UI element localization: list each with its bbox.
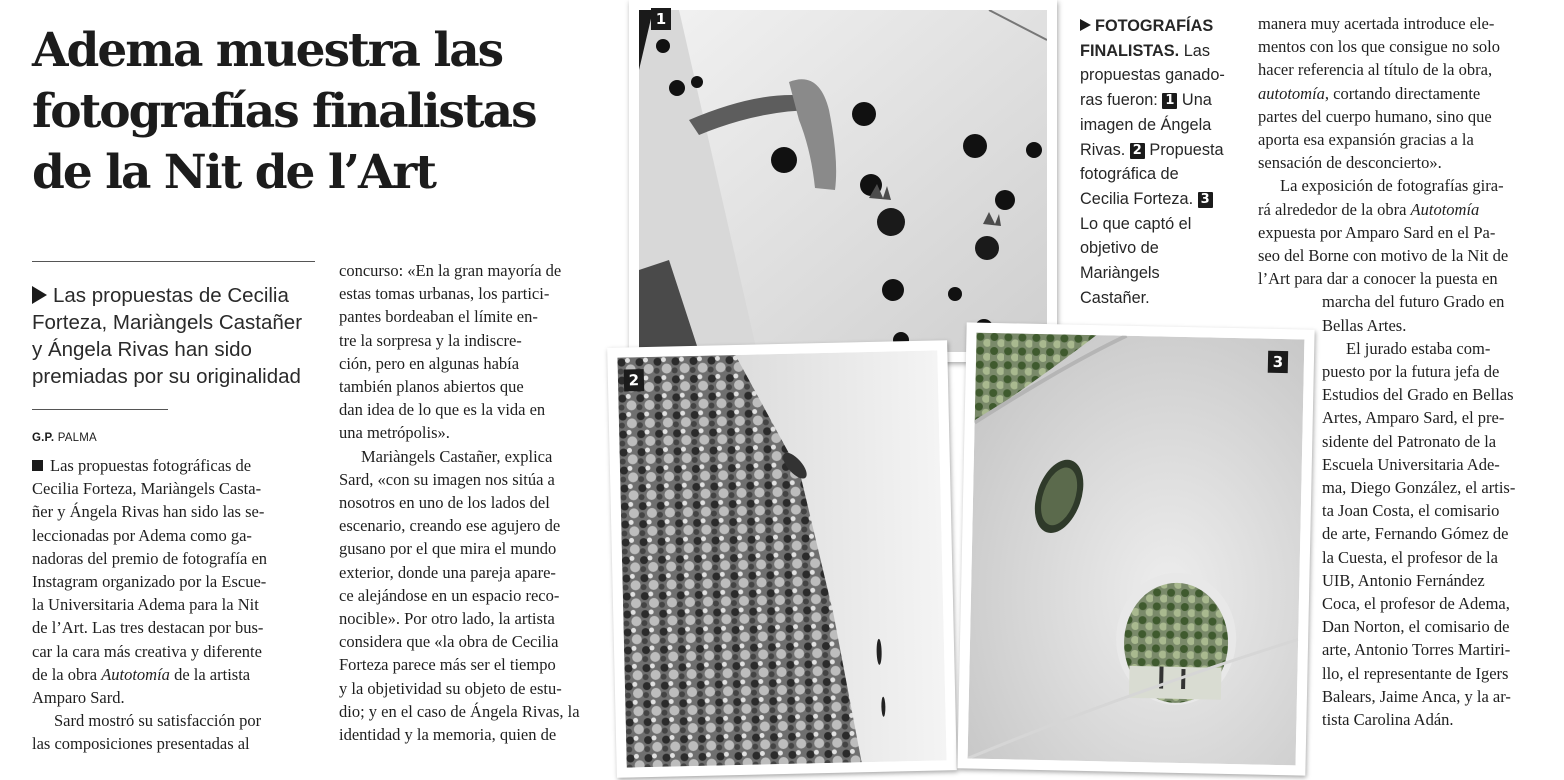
- caption-line: objetivo de: [1080, 239, 1159, 258]
- text-line-content: , cortando directamente: [1324, 83, 1481, 103]
- photo-1-image: [639, 10, 1047, 352]
- text-line: estas tomas urbanas, los partici-: [339, 284, 550, 304]
- text-line: ñer y Ángela Rivas han sido las se-: [32, 502, 265, 522]
- text-line-content: de la artista: [169, 664, 251, 684]
- text-line: seo del Borne con motivo de la Nit de: [1258, 246, 1509, 266]
- text-line: puesto por la futura jefa de: [1322, 362, 1500, 382]
- text-line: nadoras del premio de fotografía en: [32, 548, 268, 568]
- article-column-1: [32, 454, 318, 756]
- caption-text: Rivas.: [1080, 140, 1130, 159]
- text-line: [32, 454, 318, 477]
- text-line: ma, Diego González, el artis-: [1322, 478, 1516, 498]
- article-column-4: [1258, 12, 1548, 731]
- headline-line: Adema muestra las: [32, 23, 503, 78]
- photo-number-badge: 3: [1268, 351, 1288, 373]
- text-line: arte, Antonio Torres Martiri-: [1322, 640, 1511, 660]
- caption-number-badge: 2: [1130, 143, 1145, 159]
- text-line: Dan Norton, el comisario de: [1322, 617, 1510, 637]
- text-line: dan idea de lo que es la vida en: [339, 400, 546, 420]
- text-line: ta Joan Costa, el comisario: [1322, 501, 1500, 521]
- text-line-content: de la obra: [32, 664, 102, 684]
- artwork-title: autotomía: [1258, 83, 1325, 103]
- subheadline: [32, 282, 322, 390]
- artwork-title: Autotomía: [1410, 199, 1480, 219]
- text-line: exterior, donde una pareja apare-: [339, 562, 556, 582]
- text-line: Coca, el profesor de Adema,: [1322, 594, 1510, 614]
- text-line: Escuela Universitaria Ade-: [1322, 454, 1500, 474]
- text-line: concurso: «En la gran mayoría de: [339, 261, 562, 280]
- photo-number-badge: 2: [624, 369, 644, 391]
- caption-text: ras fueron:: [1080, 91, 1163, 110]
- text-line: Mariàngels Castañer, explica: [361, 446, 553, 466]
- subheadline-line: premiadas por su originalidad: [32, 365, 301, 388]
- headline: [32, 20, 622, 203]
- text-line: Artes, Amparo Sard, el pre-: [1322, 408, 1505, 428]
- text-line: de l’Art. Las tres destacan por bus-: [32, 618, 264, 638]
- text-line: nosotros en uno de los lados del: [339, 493, 550, 513]
- caption-number-badge: 3: [1198, 192, 1213, 208]
- text-line: sidente del Patronato de la: [1322, 431, 1497, 451]
- caption-heading: FOTOGRAFÍAS: [1095, 17, 1214, 35]
- text-line: marcha del futuro Grado en: [1322, 292, 1505, 312]
- text-line-content: Las propuestas fotográficas de: [50, 456, 252, 475]
- text-line: Amparo Sard.: [32, 688, 125, 708]
- subheadline-text: Las propuestas de Cecilia: [53, 284, 289, 307]
- text-line: leccionadas por Adema como ga-: [32, 525, 252, 545]
- photo-2: [607, 340, 957, 778]
- text-line: Sard mostró su satisfacción por: [54, 711, 262, 731]
- caption-text: Cecilia Forteza.: [1080, 189, 1198, 208]
- text-line: una metrópolis».: [339, 423, 450, 443]
- caption-text: Propuesta: [1144, 140, 1224, 159]
- caption-text: Las: [1179, 41, 1210, 60]
- caption-heading: FINALISTAS.: [1080, 41, 1180, 60]
- subheadline-line: y Ángela Rivas han sido: [32, 338, 252, 361]
- text-line: l’Art para dar a conocer la puesta en: [1258, 269, 1498, 289]
- text-line: car la cara más creativa y diferente: [32, 641, 262, 661]
- text-line: sensación de desconcierto».: [1258, 153, 1442, 173]
- text-line: hacer referencia al título de la obra,: [1258, 60, 1493, 80]
- photo-caption: [1080, 14, 1250, 310]
- text-line: Cecilia Forteza, Mariàngels Casta-: [32, 479, 262, 499]
- artwork-title: Autotomía: [101, 664, 170, 684]
- divider: [32, 409, 168, 410]
- text-line: gusano por el que mira el mundo: [339, 539, 557, 559]
- caption-text: Una: [1177, 91, 1212, 110]
- caption-line: fotográfica de: [1080, 165, 1179, 184]
- headline-line: fotografías finalistas: [32, 84, 536, 139]
- text-line: ce alejándose en un espacio reco-: [339, 585, 560, 605]
- text-line: expuesta por Amparo Sard en el Pa-: [1258, 222, 1496, 242]
- headline-line: de la Nit de l’Art: [32, 145, 435, 200]
- text-line: Balears, Jaime Anca, y la ar-: [1322, 686, 1511, 706]
- text-line-content: rá alrededor de la obra: [1258, 199, 1411, 219]
- caption-line: Castañer.: [1080, 288, 1150, 307]
- text-line: escenario, creando ese agujero de: [339, 516, 561, 536]
- text-line: las composiciones presentadas al: [32, 734, 250, 754]
- caption-line: Mariàngels: [1080, 264, 1160, 283]
- photo-3-image: [968, 333, 1305, 766]
- caption-line: [1080, 88, 1250, 113]
- text-line: UIB, Antonio Fernández: [1322, 570, 1485, 590]
- text-line: El jurado estaba com-: [1346, 338, 1491, 358]
- text-line: tre la sorpresa y la indiscre-: [339, 330, 522, 350]
- text-line: la Cuesta, el profesor de la: [1322, 547, 1498, 567]
- text-line: dio; y en el caso de Ángela Rivas, la: [339, 701, 580, 721]
- text-line: aporta esa expansión gracias a la: [1258, 130, 1474, 150]
- text-line: identidad y la memoria, quien de: [339, 725, 557, 745]
- text-line: considera que «la obra de Cecilia: [339, 632, 559, 652]
- text-line: [1258, 198, 1548, 221]
- text-line: manera muy acertada introduce ele-: [1258, 14, 1495, 33]
- byline-author: G.P.: [32, 432, 55, 444]
- text-line: La exposición de fotografías gira-: [1280, 176, 1504, 196]
- text-line: tista Carolina Adán.: [1322, 710, 1454, 730]
- article-column-2: [339, 259, 609, 746]
- divider: [32, 261, 315, 262]
- text-line: nocible». Por otro lado, la artista: [339, 609, 555, 629]
- text-line: Forteza parece más ser el tiempo: [339, 655, 556, 675]
- caption-line: [1080, 14, 1250, 39]
- caption-line: propuestas ganado-: [1080, 66, 1225, 85]
- caption-line: [1080, 138, 1250, 163]
- text-line: y la objetividad su objeto de estu-: [339, 678, 562, 698]
- caption-line: [1080, 39, 1250, 64]
- caption-line: [1080, 187, 1250, 212]
- byline: [32, 432, 97, 444]
- triangle-bullet-icon: [32, 286, 47, 304]
- photo-2-image: [617, 350, 946, 767]
- caption-number-badge: 1: [1162, 93, 1177, 109]
- text-line: la Universitaria Adema para la Nit: [32, 595, 259, 615]
- text-line: pantes bordeaban el límite en-: [339, 307, 538, 327]
- subheadline-line: [32, 282, 322, 309]
- photo-number-badge: 1: [651, 8, 671, 30]
- subheadline-line: Forteza, Mariàngels Castañer: [32, 311, 303, 334]
- triangle-bullet-icon: [1080, 19, 1091, 31]
- text-line: Bellas Artes.: [1322, 315, 1407, 335]
- text-line: llo, el representante de Igers: [1322, 663, 1509, 683]
- text-line: Estudios del Grado en Bellas: [1322, 385, 1514, 405]
- text-line: Instagram organizado por la Escue-: [32, 572, 267, 592]
- text-line: también planos abiertos que: [339, 377, 524, 397]
- text-line: ción, pero en algunas había: [339, 353, 520, 373]
- text-line: mentos con los que consigue no solo: [1258, 37, 1500, 57]
- square-bullet-icon: [32, 460, 43, 471]
- text-line: partes del cuerpo humano, sino que: [1258, 106, 1492, 126]
- text-line: [32, 663, 318, 686]
- text-line: [1258, 82, 1548, 105]
- byline-place: PALMA: [57, 432, 97, 444]
- caption-line: imagen de Ángela: [1080, 115, 1212, 134]
- text-line: Sard, «con su imagen nos sitúa a: [339, 469, 555, 489]
- text-line: de arte, Fernando Gómez de: [1322, 524, 1509, 544]
- caption-line: Lo que captó el: [1080, 214, 1192, 233]
- photo-1: [629, 0, 1057, 362]
